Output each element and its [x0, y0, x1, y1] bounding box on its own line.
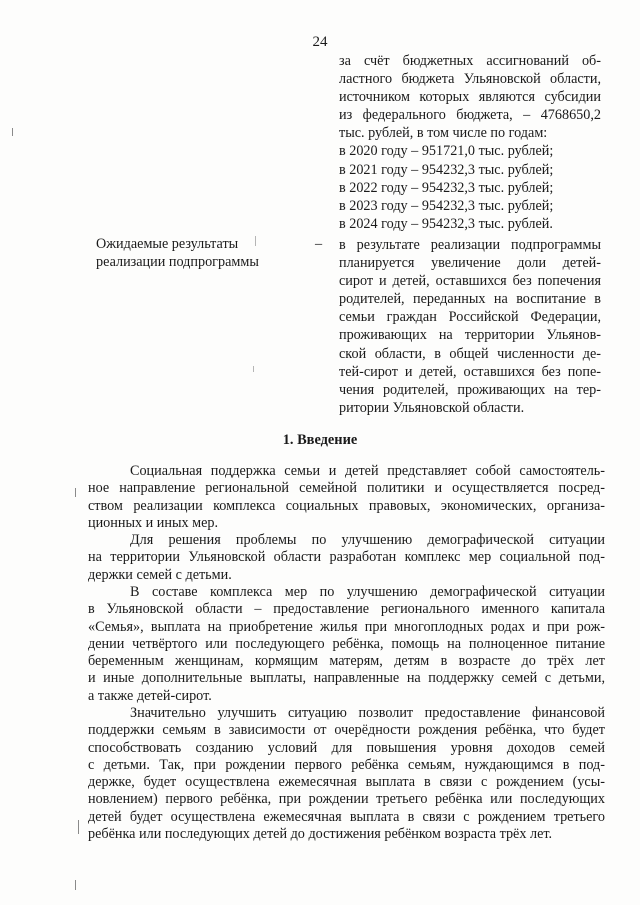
result-line: чения родителей, проживающих на тер-	[339, 381, 601, 398]
paragraph-line: новлением) первого ребёнка, при рождении третьего ребёнка или последующих	[88, 791, 605, 808]
paragraph-line: ребёнка или последующих детей до достижения ребёнком возраста трёх лет.	[88, 826, 553, 843]
scan-artifact	[253, 366, 254, 372]
paragraph-4	[88, 705, 605, 843]
page-number: 24	[312, 34, 328, 50]
expected-results-text	[339, 236, 601, 417]
result-line: семьи граждан Российской Федерации,	[339, 309, 601, 326]
paragraph-line: а также детей-сирот.	[88, 687, 212, 704]
paragraph-line: «Семья», выплата на приобретение жилья при многоплодных родах и при рож-	[88, 618, 605, 635]
result-line: в результате реализации подпрограммы	[339, 237, 601, 253]
paragraph-line: Для решения проблемы по улучшению демографической ситуации	[130, 532, 605, 548]
result-line: ской области, в общей численности де-	[339, 345, 601, 362]
funding-line: ластного бюджета Ульяновской области,	[339, 71, 601, 88]
result-line: планируется увеличение доли детей-	[339, 255, 601, 272]
scan-artifact	[12, 128, 13, 136]
row-dash: –	[315, 236, 323, 252]
paragraph-line: держки семей с детьми.	[88, 566, 232, 583]
paragraph-line: поддержки семьям в зависимости от очерёдности рождения ребёнка, что будет	[88, 722, 605, 739]
funding-year-2021: в 2021 году – 954232,3 тыс. рублей;	[339, 161, 554, 178]
paragraph-2	[88, 532, 605, 584]
paragraph-line: в Ульяновской области – предоставление регионального именного капитала	[88, 601, 605, 618]
paragraph-line: ством реализации комплекса социальных правовых, экономических, организа-	[88, 497, 605, 514]
result-line: родителей, переданных на воспитание в	[339, 291, 601, 308]
funding-year-2022: в 2022 году – 954232,3 тыс. рублей;	[339, 179, 554, 196]
paragraph-line: с детьми. Так, при рождении первого ребёнка семьям, нуждающимся в под-	[88, 756, 605, 773]
label-line: Ожидаемые результаты	[96, 236, 239, 252]
funding-line: за счёт бюджетных ассигнований об-	[339, 53, 601, 69]
paragraph-line: дении четвёртого или последующего ребёнка, помощь на полноценное питание	[88, 635, 605, 652]
result-line: сирот и детей, оставшихся без попечения	[339, 273, 601, 290]
paragraph-line: способствовать созданию условий для повышения уровня доходов семей	[88, 739, 605, 756]
paragraph-line: детей будет осуществлена ежемесячная выплата в связи с рождением третьего	[88, 808, 605, 825]
paragraph-3	[88, 584, 605, 705]
scan-artifact	[75, 488, 76, 497]
result-line: ритории Ульяновской области.	[339, 399, 525, 416]
paragraph-line: Значительно улучшить ситуацию позволит предоставление финансовой	[130, 705, 605, 721]
result-line: проживающих на территории Ульянов-	[339, 327, 601, 344]
label-line: реализации подпрограммы	[96, 253, 259, 270]
paragraph-line: держке, будет осуществлена ежемесячная выплата в связи с рождением (усы-	[88, 774, 605, 791]
scan-artifact	[78, 820, 79, 834]
paragraph-line: на территории Ульяновской области разработан комплекс мер социальной под-	[88, 549, 605, 566]
paragraph-line: ционных и иных мер.	[88, 514, 219, 531]
funding-year-2020: в 2020 году – 951721,0 тыс. рублей;	[339, 143, 554, 160]
paragraph-line: В составе комплекса мер по улучшению демографической ситуации	[130, 584, 605, 600]
scan-artifact	[75, 880, 76, 890]
paragraph-line: Социальная поддержка семьи и детей представляет собой самостоятель-	[130, 463, 605, 479]
scan-artifact	[255, 236, 256, 246]
funding-line: из федерального бюджета, – 4768650,2	[339, 107, 601, 124]
funding-line: тыс. рублей, в том числе по годам:	[339, 125, 548, 142]
expected-results-label	[96, 236, 296, 272]
paragraph-line: беременным женщинам, кормящим матерям, детям в возрасте до трёх лет	[88, 653, 605, 670]
funding-line: источником которых являются субсидии	[339, 89, 601, 106]
paragraph-1	[88, 463, 605, 532]
paragraph-line: и иные дополнительные выплаты, направленные на поддержку семей с детьми,	[88, 670, 605, 687]
funding-year-2023: в 2023 году – 954232,3 тыс. рублей;	[339, 197, 554, 214]
section-heading: 1. Введение	[282, 432, 358, 448]
funding-text	[339, 52, 601, 233]
paragraph-line: ное направление региональной семейной политики и осуществляется посред-	[88, 480, 605, 497]
funding-year-2024: в 2024 году – 954232,3 тыс. рублей.	[339, 215, 553, 232]
result-line: тей-сирот и детей, оставшихся без попе-	[339, 363, 601, 380]
